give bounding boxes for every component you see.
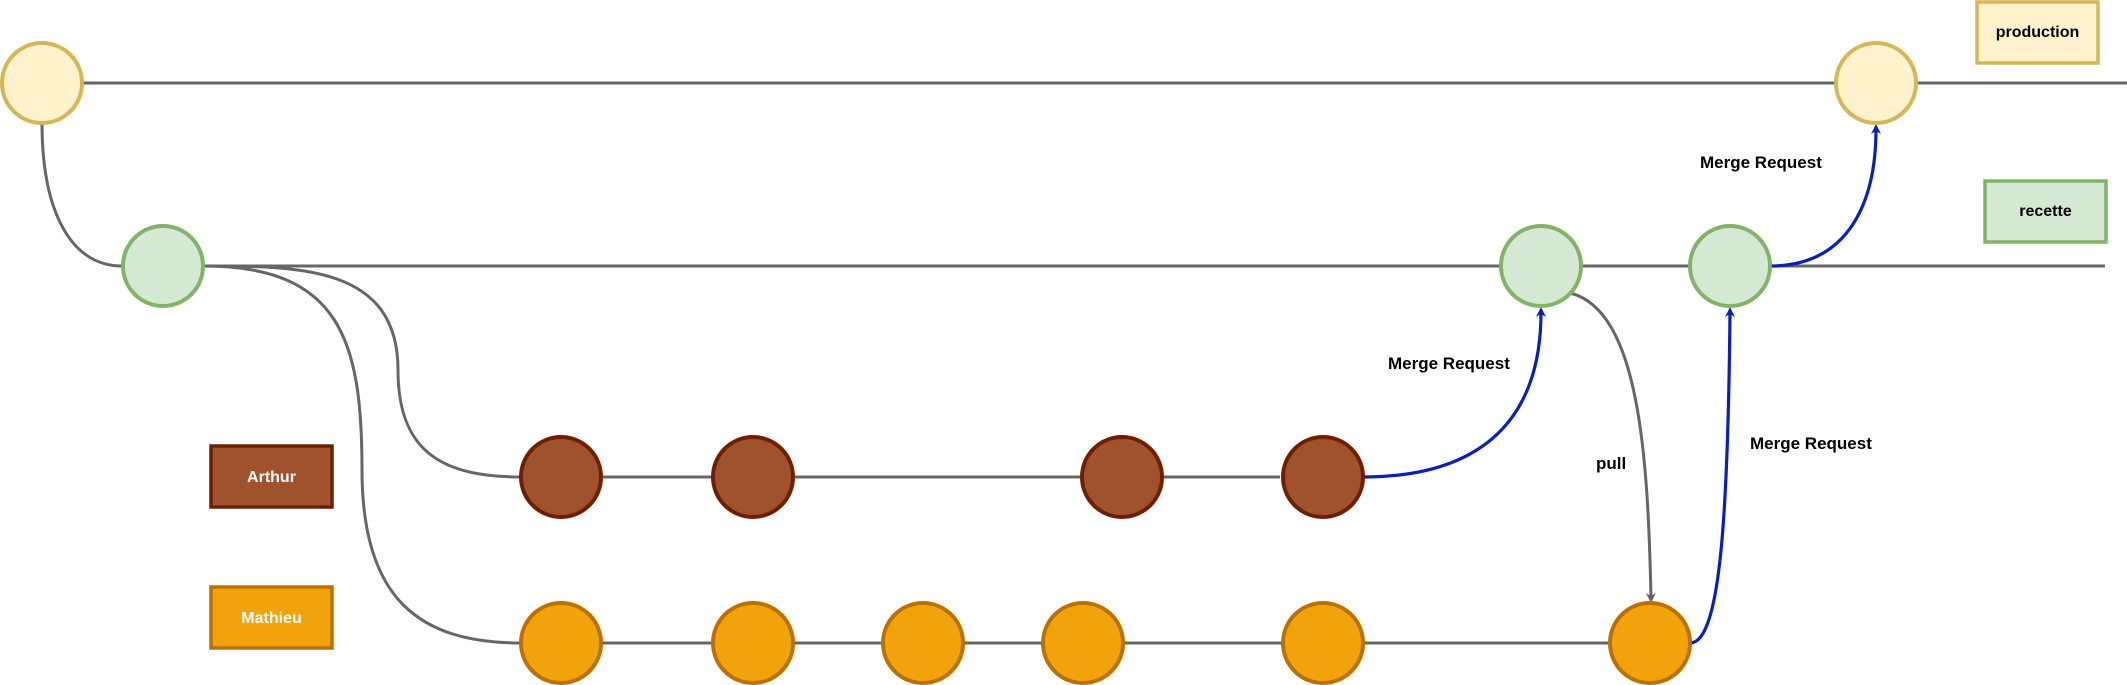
merge-request-mathieu-label: Merge Request [1750, 434, 1872, 453]
arthur-label-text: Arthur [247, 469, 296, 486]
recette-commit-3[interactable] [1690, 226, 1770, 306]
recette-commit-1[interactable] [123, 226, 203, 306]
production-commit-1[interactable] [2, 43, 82, 123]
arthur-commit-2[interactable] [713, 437, 793, 517]
merge-request-arthur-label: Merge Request [1388, 354, 1510, 373]
merge-request-mathieu-arrow [1690, 312, 1730, 643]
production-to-recette-curve [42, 123, 122, 266]
mathieu-commit-5[interactable] [1283, 603, 1363, 683]
production-branch-label[interactable] [1977, 2, 2098, 63]
arthur-commit-1[interactable] [521, 437, 601, 517]
mathieu-branch-label[interactable] [211, 587, 332, 648]
recette-commit-2[interactable] [1501, 226, 1581, 306]
mathieu-label-text: Mathieu [241, 610, 302, 627]
merge-request-prod-label: Merge Request [1700, 153, 1822, 172]
production-label-text: production [1995, 24, 2080, 41]
mathieu-commit-4[interactable] [1043, 603, 1123, 683]
arthur-commit-4[interactable] [1283, 437, 1363, 517]
production-commit-2[interactable] [1836, 43, 1916, 123]
arthur-commit-3[interactable] [1082, 437, 1162, 517]
mathieu-commit-1[interactable] [521, 603, 601, 683]
merge-request-production-arrow [1770, 129, 1876, 266]
arthur-branch-label[interactable] [211, 446, 332, 507]
mathieu-commit-2[interactable] [713, 603, 793, 683]
recette-label-text: recette [2019, 203, 2072, 220]
mathieu-commit-3[interactable] [883, 603, 963, 683]
merge-request-arthur-arrow [1363, 312, 1541, 477]
pull-arrow [1570, 293, 1651, 598]
recette-branch-label[interactable] [1985, 181, 2106, 242]
mathieu-commit-6[interactable] [1610, 603, 1690, 683]
pull-label: pull [1596, 454, 1627, 473]
